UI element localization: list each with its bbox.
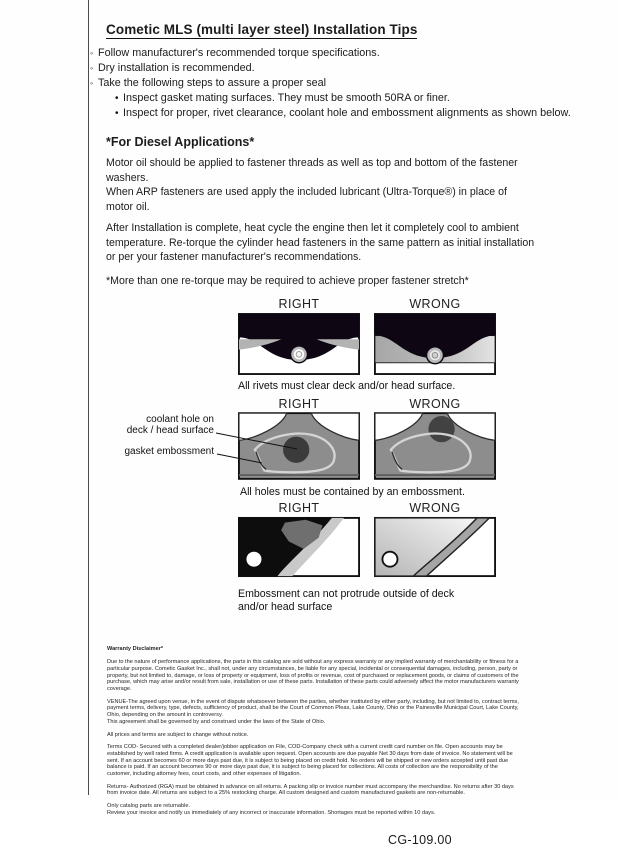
- warranty-paragraph: Due to the nature of performance applications, the parts in this catalog are sold without any express warranty or any implied warranty of merchantability or fitness for a particular purpose. Cometic Gasket Inc., shall not, under any circumstances, be liable for any special, incidental or consequential damages, including, person, party or property, but not limited to, damage, or loss of property or equipment, loss of profits or revenue, cost of purchased or replacement goods, or claims of customers of the purchase, which may arise and/or result from sale, installation or use of these parts. Installation of these parts could adversely affect the motor manufacturers warranty coverage.: [107, 659, 519, 693]
- embossment-wrong-illustration: [374, 515, 496, 579]
- prices-line: All prices and terms are subject to change without notice.: [107, 731, 249, 738]
- paragraph-line: or per your fastener manufacturer's recommendations.: [106, 251, 362, 263]
- paragraph-line: temperature. Re-torque the cylinder head fasteners in the same pattern as initial installation: [106, 236, 535, 249]
- paragraph-line: When ARP fasteners are used apply the included lubricant (Ultra-Torque®) in place of motor oil.: [106, 186, 507, 213]
- row3-wrong-label: WRONG: [409, 500, 461, 515]
- gasket-embossment-callout: gasket embossment: [124, 445, 214, 457]
- tips-list: [90, 46, 618, 121]
- diagram-embossment-wrong: [374, 515, 496, 579]
- row1-right-label: RIGHT: [278, 296, 320, 311]
- rivet-right-illustration: [238, 312, 360, 376]
- warranty-disclaimer-block: [107, 646, 519, 817]
- paragraph-line: Motor oil should be applied to fastener threads as well as top and bottom of the fastener washers.: [106, 157, 518, 184]
- diagram-section: [0, 296, 618, 646]
- callout-line-text: deck / head surface: [126, 425, 214, 436]
- row1-wrong-label: WRONG: [409, 296, 461, 311]
- coolant-hole-callout: [104, 414, 214, 437]
- hole-wrong-illustration: [374, 410, 496, 482]
- tip-text: Follow manufacturer's recommended torque specifications.: [98, 47, 380, 59]
- row3-right-label: RIGHT: [278, 500, 320, 515]
- diagram-embossment-right: [238, 515, 360, 579]
- diesel-paragraph-2: [106, 221, 536, 265]
- diagram-rivet-wrong: [374, 312, 496, 376]
- tip-subitem: [115, 91, 618, 106]
- callout-line-text: coolant hole on: [146, 413, 214, 425]
- rivet-wrong-illustration: [374, 312, 496, 376]
- diagram-rivet-right: [238, 312, 360, 376]
- tip-subtext: Inspect for proper, rivet clearance, coolant hole and embossment alignments as shown below.: [123, 107, 571, 119]
- diesel-paragraph-1: [106, 156, 536, 214]
- diagram-hole-right: [238, 410, 360, 482]
- paragraph-line: After Installation is complete, heat cycle the engine then let it completely cool to ambient: [106, 222, 519, 234]
- returns-paragraph: Returns- Authorized (RGA) must be obtained in advance on all returns. A packing slip or invoice number must accompany the merchandise. No returns after 30 days from invoice date. All returns are subject to a 25% restocking charge. All custom designed and custom manufactured gaskets are non-returnable.: [107, 783, 514, 797]
- diesel-heading: *For Diesel Applications*: [106, 135, 255, 149]
- terms-paragraph: Terms COD- Secured with a completed dealer/jobber application on File, COD-Company check with a current credit card number on file. Open accounts may be established by well rated firms. A credit application is available upon request. Open accounts are due payable Net 30 days from date of invoice. No statement will be sent. If an account becomes 60 or more days past due, it is subject to being placed on credit hold. No orders will be shipped or new orders accepted until past due balance is paid. If an account becomes 90 or more days past due, it is subject to being placed for collections. All costs of collection are the responsibility of the customer, including attorney fees, court costs, and other expenses of litigation.: [107, 744, 513, 778]
- tip-subitem: [115, 106, 618, 121]
- hole-right-illustration: [238, 410, 360, 482]
- open-bullet-icon: ◦: [90, 78, 94, 88]
- tip-item: [90, 61, 618, 76]
- row1-caption: All rivets must clear deck and/or head surface.: [238, 379, 456, 392]
- page-title: Cometic MLS (multi layer steel) Installation Tips: [106, 22, 418, 37]
- row3-caption-line2: and/or head surface: [238, 600, 333, 613]
- diagram-hole-wrong: [374, 410, 496, 482]
- page-code: CG-109.00: [388, 832, 452, 847]
- retorque-note: *More than one re-torque may be required to achieve proper fastener stretch*: [106, 274, 469, 287]
- warranty-heading: Warranty Disclaimer*: [107, 645, 164, 652]
- open-bullet-icon: ◦: [90, 63, 94, 73]
- row2-right-label: RIGHT: [278, 396, 320, 411]
- tip-item: [90, 76, 618, 91]
- venue-paragraph: VENUE-The agreed upon venue, in the event of dispute whatsoever between the parties, whether instituted by either party, including, but not limited to, contract terms, payment terms, delivery, type, defects, sufficiency of product, shall be the Court of Common Pleas, Lake County, Ohio or the Painesville Municipal Court, Lake County, Ohio, depending on the amount in controversy.: [107, 698, 519, 719]
- governing-law-line: This agreement shall be governed by and construed under the laws of the State of Ohio.: [107, 718, 326, 725]
- tip-item: [90, 46, 618, 61]
- tip-subtext: Inspect gasket mating surfaces. They must be smooth 50RA or finer.: [123, 92, 450, 104]
- row3-caption-line1: Embossment can not protrude outside of deck: [238, 587, 455, 600]
- catalog-parts-line: Only catalog parts are returnable.: [107, 803, 191, 810]
- row2-caption: All holes must be contained by an embossment.: [240, 485, 465, 498]
- tip-text: Dry installation is recommended.: [98, 62, 255, 74]
- open-bullet-icon: ◦: [90, 48, 94, 58]
- embossment-right-illustration: [238, 515, 360, 579]
- row2-wrong-label: WRONG: [409, 396, 461, 411]
- filled-bullet-icon: •: [115, 93, 119, 104]
- review-invoice-line: Review your invoice and notify us immediately of any incorrect or inaccurate information. Shortages must be reported within 10 days.: [107, 809, 436, 816]
- filled-bullet-icon: •: [115, 108, 119, 119]
- tip-text: Take the following steps to assure a proper seal: [98, 77, 327, 89]
